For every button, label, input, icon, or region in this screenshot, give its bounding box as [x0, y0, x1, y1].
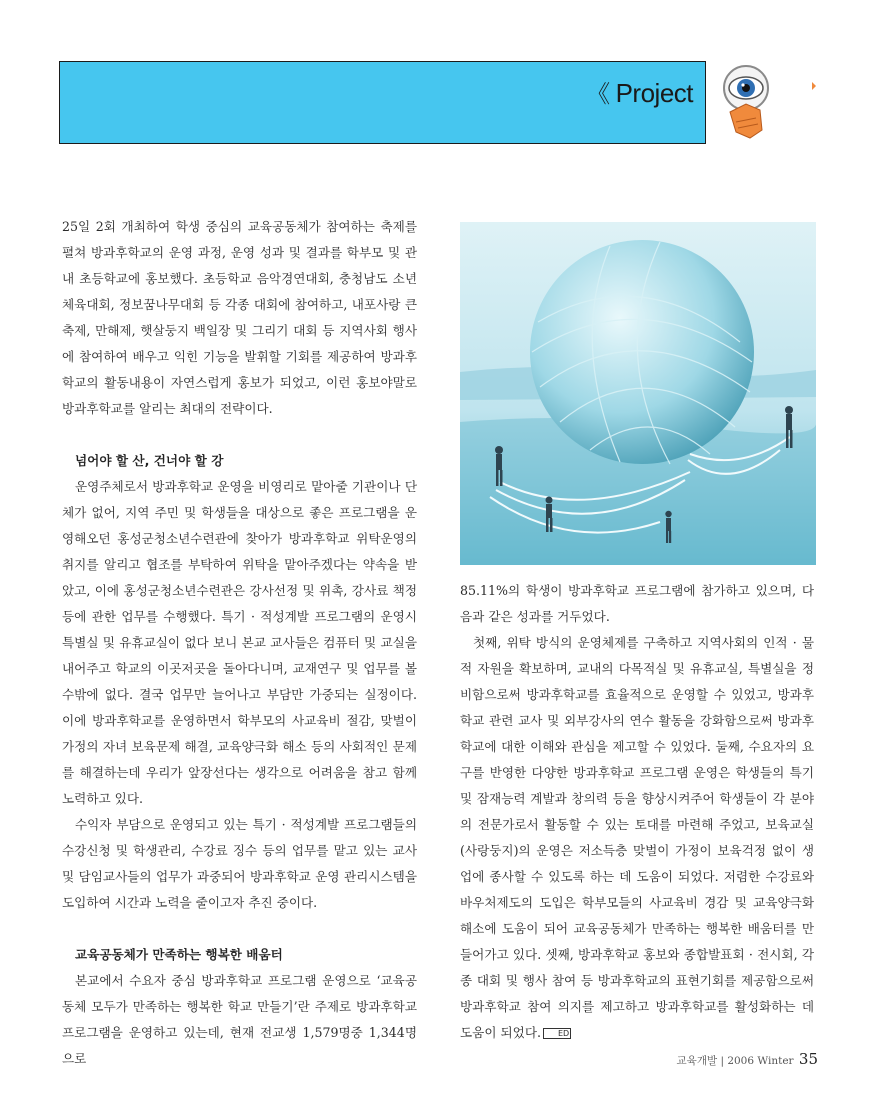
- section-heading: 교육공동체가 만족하는 행복한 배움터: [75, 947, 283, 962]
- end-mark: ED: [543, 1028, 571, 1039]
- right-column: [460, 578, 814, 1046]
- right-paragraph: [460, 630, 814, 1046]
- section-heading: 넘어야 할 산, 건너야 할 강: [75, 453, 224, 468]
- page-number: 35: [798, 1050, 818, 1068]
- right-paragraph: 85.11%의 학생이 방과후학교 프로그램에 참가하고 있으며, 다음과 같은 성과를 거두었다.: [460, 583, 814, 624]
- left-paragraph: 본교에서 수요자 중심 방과후학교 프로그램 운영으로 ‘교육공동체 모두가 만족하는 행복한 학교 만들기’란 주제로 방과후학교 프로그램을 운영하고 있는데, 현재 전교생 1,579명중 1,344명으로: [62, 973, 417, 1066]
- left-paragraph: 운영주체로서 방과후학교 운영을 비영리로 맡아줄 기관이나 단체가 없어, 지역 주민 및 학생들을 대상으로 좋은 프로그램을 운영해오던 홍성군청소년수련관에 찾아가 방과후학교 위탁운영의 취지를 알리고 협조를 부탁하여 위탁을 맡아주겠다는 약속을 받았고, 이에 홍성군청소년수련관은 강사선정 및 위촉, 강사료 책정 등에 관한 업무를 수행했다. 특기 · 적성계발 프로그램의 운영시 특별실 및 유휴교실이 없다 보니 본교 교사들은 컴퓨터 및 교실을 내어주고 학교의 이곳저곳을 돌아다니며, 교재연구 및 업무를 볼 수밖에 없다. 결국 업무만 늘어나고 부담만 가중되는 실정이다. 이에 방과후학교를 운영하면서 학부모의 사교육비 절감, 맞벌이 가정의 자녀 보육문제 해결, 교육양극화 해소 등의 사회적인 문제를 해결하는데 우리가 앞장선다는 생각으로 어려움을 참고 함께 노력하고 있다.: [62, 479, 417, 806]
- left-paragraph: 25일 2회 개최하여 학생 중심의 교육공동체가 참여하는 축제를 펼쳐 방과후학교의 운영 과정, 운영 성과 및 결과를 학부모 및 관내 초등학교에 홍보했다. 초등학교 음악경연대회, 충청남도 소년체육대회, 정보꿈나무대회 등 각종 대회에 참여하고, 내포사랑 큰 축제, 만해제, 햇살둥지 백일장 및 그리기 대회 등 지역사회 행사에 참여하여 배우고 익힌 기능을 발휘할 기회를 제공하여 방과후학교의 활동내용이 자연스럽게 홍보가 되었고, 이런 홍보야말로 방과후학교를 알리는 최대의 전략이다.: [62, 219, 417, 416]
- banner-title: [586, 74, 693, 109]
- left-column: [62, 214, 417, 1072]
- eye-magnifier-icon: [716, 60, 816, 160]
- yarn-ball-illustration: [460, 222, 816, 565]
- right-paragraph-text: 첫째, 위탁 방식의 운영체제를 구축하고 지역사회의 인적 · 물적 자원을 확보하며, 교내의 다목적실 및 유휴교실, 특별실을 정비함으로써 방과후학교를 효율적으로 운영할 수 있었고, 방과후학교 관련 교사 및 외부강사의 연수 활동을 강화함으로써 방과후학교에 대한 이해와 관심을 제고할 수 있었다. 둘째, 수요자의 요구를 반영한 다양한 방과후학교 프로그램 운영은 학생들의 특기 및 잠재능력 계발과 창의력 등을 향상시켜주어 학생들이 각 분야의 전문가로서 활동할 수 있는 토대를 마련해 주었고, 보육교실(사랑둥지)의 운영은 저소득층 맞벌이 가정이 보육걱정 없이 생업에 종사할 수 있도록 하는 데 도움이 되었다. 저렴한 수강료와 바우처제도의 도입은 학부모들의 사교육비 경감 및 교육양극화 해소에 도움이 되어 교육공동체가 만족하는 행복한 배움터를 만들어가고 있다. 셋째, 방과후학교 홍보와 종합발표회 · 전시회, 각종 대회 및 행사 참여 등 방과후학교의 표현기회를 제공함으로써 방과후학교 참여 의지를 제고하고 방과후학교를 활성화하는 데 도움이 되었다.: [460, 635, 814, 1040]
- left-paragraph: 수익자 부담으로 운영되고 있는 특기 · 적성계발 프로그램들의 수강신청 및 학생관리, 수강료 징수 등의 업무를 맡고 있는 교사 및 담임교사들의 업무가 과중되어 방과후학교 운영 관리시스템을 도입하여 시간과 노력을 줄이고자 추진 중이다.: [62, 817, 417, 910]
- journal-name: 교육개발 | 2006 Winter: [676, 1055, 794, 1067]
- page-footer: [640, 1050, 818, 1068]
- section-banner: [59, 61, 706, 144]
- double-chevron-icon: 《: [586, 81, 610, 108]
- banner-title-text: Project: [615, 78, 693, 108]
